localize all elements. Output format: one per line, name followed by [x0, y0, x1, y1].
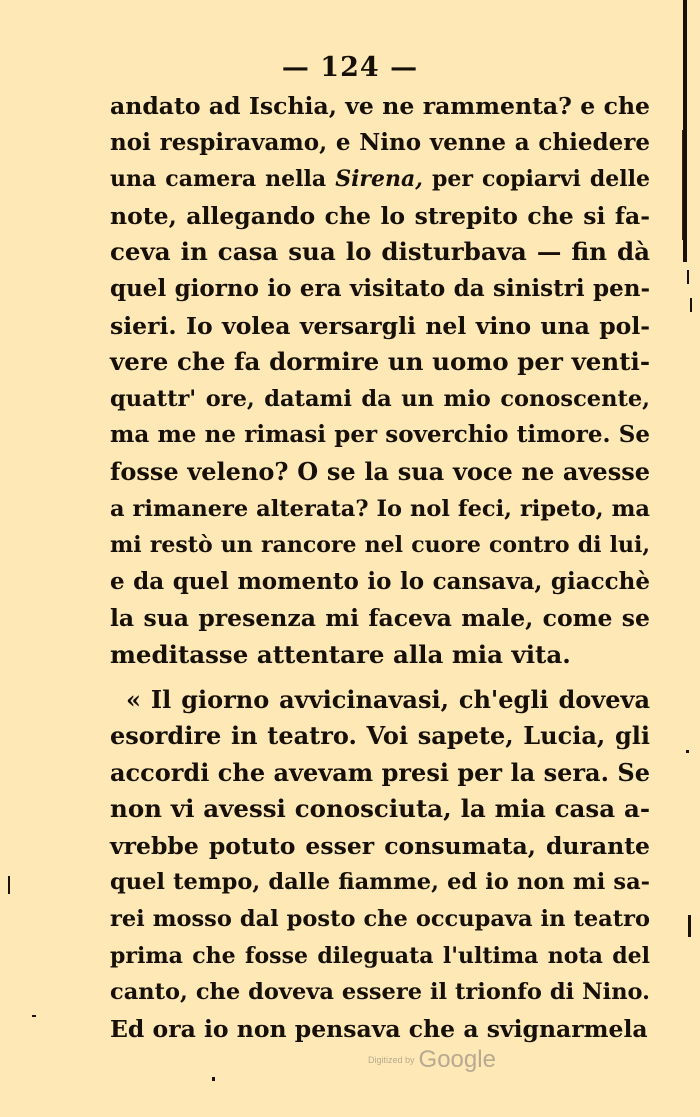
text-line — [110, 491, 650, 528]
text-segment: accordi che avevam presi per la sera. Se — [110, 757, 650, 787]
margin-mark — [682, 130, 684, 240]
text-segment: non vi avessi conosciuta, la mia casa a- — [110, 794, 650, 824]
text-line — [110, 271, 650, 308]
text-line — [110, 88, 650, 125]
margin-mark — [32, 1015, 36, 1017]
text-segment: quattr' ore, datami da un mio conoscente, — [110, 385, 650, 412]
text-segment: una camera nella — [110, 166, 336, 193]
text-line — [110, 308, 650, 345]
text-segment: meditasse attentare alla mia vita. — [110, 639, 571, 669]
text-segment: noi respiravamo, e Nino venne a chiedere — [110, 128, 650, 156]
text-segment: sieri. Io volea versargli nel vino una pol- — [110, 311, 650, 340]
text-segment: e da quel momento io lo cansava, giacchè — [110, 567, 650, 595]
text-segment: per copiarvi delle — [422, 166, 650, 193]
text-segment: ceva in casa sua lo disturbava — fin dà — [110, 237, 650, 267]
text-segment: note, allegando che lo strepito che si fa- — [110, 201, 650, 230]
text-segment: a rimanere alterata? Io nol feci, ripeto, ma — [110, 495, 650, 522]
text-segment: prima che fosse dileguata l'ultima nota del — [110, 942, 650, 969]
text-line — [110, 637, 650, 674]
text-segment: Sirena, — [335, 166, 423, 193]
text-line — [110, 527, 650, 564]
text-segment: la sua presenza mi faceva male, come se — [110, 604, 650, 633]
margin-mark — [688, 915, 691, 937]
text-segment: rei mosso dal posto che occupava in teatro — [110, 906, 650, 933]
text-line — [110, 381, 650, 418]
text-line — [110, 454, 650, 491]
text-line — [110, 417, 650, 454]
text-line — [110, 161, 650, 198]
text-line — [110, 718, 650, 755]
text-line — [110, 344, 650, 381]
text-line — [110, 682, 650, 719]
text-line — [110, 974, 650, 1011]
text-segment: mi restò un rancore nel cuore contro di lui, — [110, 532, 650, 559]
text-segment: quel giorno io era visitato da sinistri pen- — [110, 274, 650, 302]
margin-mark — [8, 876, 10, 894]
text-segment: Ed ora io non pensava che a svignarmela — [110, 1014, 648, 1043]
text-line — [110, 1011, 650, 1048]
text-segment: canto, che doveva essere il trionfo di Nino. — [110, 979, 650, 1006]
text-line — [110, 864, 650, 901]
text-segment: vere che fa dormire un uomo per venti- — [110, 347, 650, 377]
watermark-prefix: Digitized by — [368, 1055, 415, 1065]
text-segment: esordire in teatro. Voi sapete, Lucia, gli — [110, 721, 650, 751]
text-line — [110, 828, 650, 865]
text-segment: « Il giorno avvicinavasi, ch'egli doveva — [126, 684, 650, 714]
watermark-brand: Google — [418, 1046, 496, 1073]
body-text — [110, 88, 650, 1047]
page-number: — 124 — — [281, 52, 419, 83]
margin-mark — [212, 1077, 215, 1081]
text-line — [110, 564, 650, 601]
digitization-watermark — [368, 1046, 496, 1074]
text-segment: vrebbe potuto esser consumata, durante — [110, 831, 650, 860]
margin-mark — [686, 750, 689, 753]
text-line — [110, 600, 650, 637]
text-line — [110, 755, 650, 792]
margin-mark — [690, 298, 692, 312]
text-line — [110, 791, 650, 828]
text-segment: quel tempo, dalle fiamme, ed io non mi sa- — [110, 869, 650, 896]
text-line — [110, 234, 650, 271]
text-line — [110, 125, 650, 162]
margin-mark — [687, 270, 689, 284]
text-line — [110, 901, 650, 938]
text-line — [110, 938, 650, 975]
text-segment: ma me ne rimasi per soverchio timore. Se — [110, 421, 650, 449]
text-segment: andato ad Ischia, ve ne rammenta? e che — [110, 92, 650, 120]
text-segment: fosse veleno? O se la sua voce ne avesse — [110, 456, 650, 486]
text-line — [110, 198, 650, 235]
